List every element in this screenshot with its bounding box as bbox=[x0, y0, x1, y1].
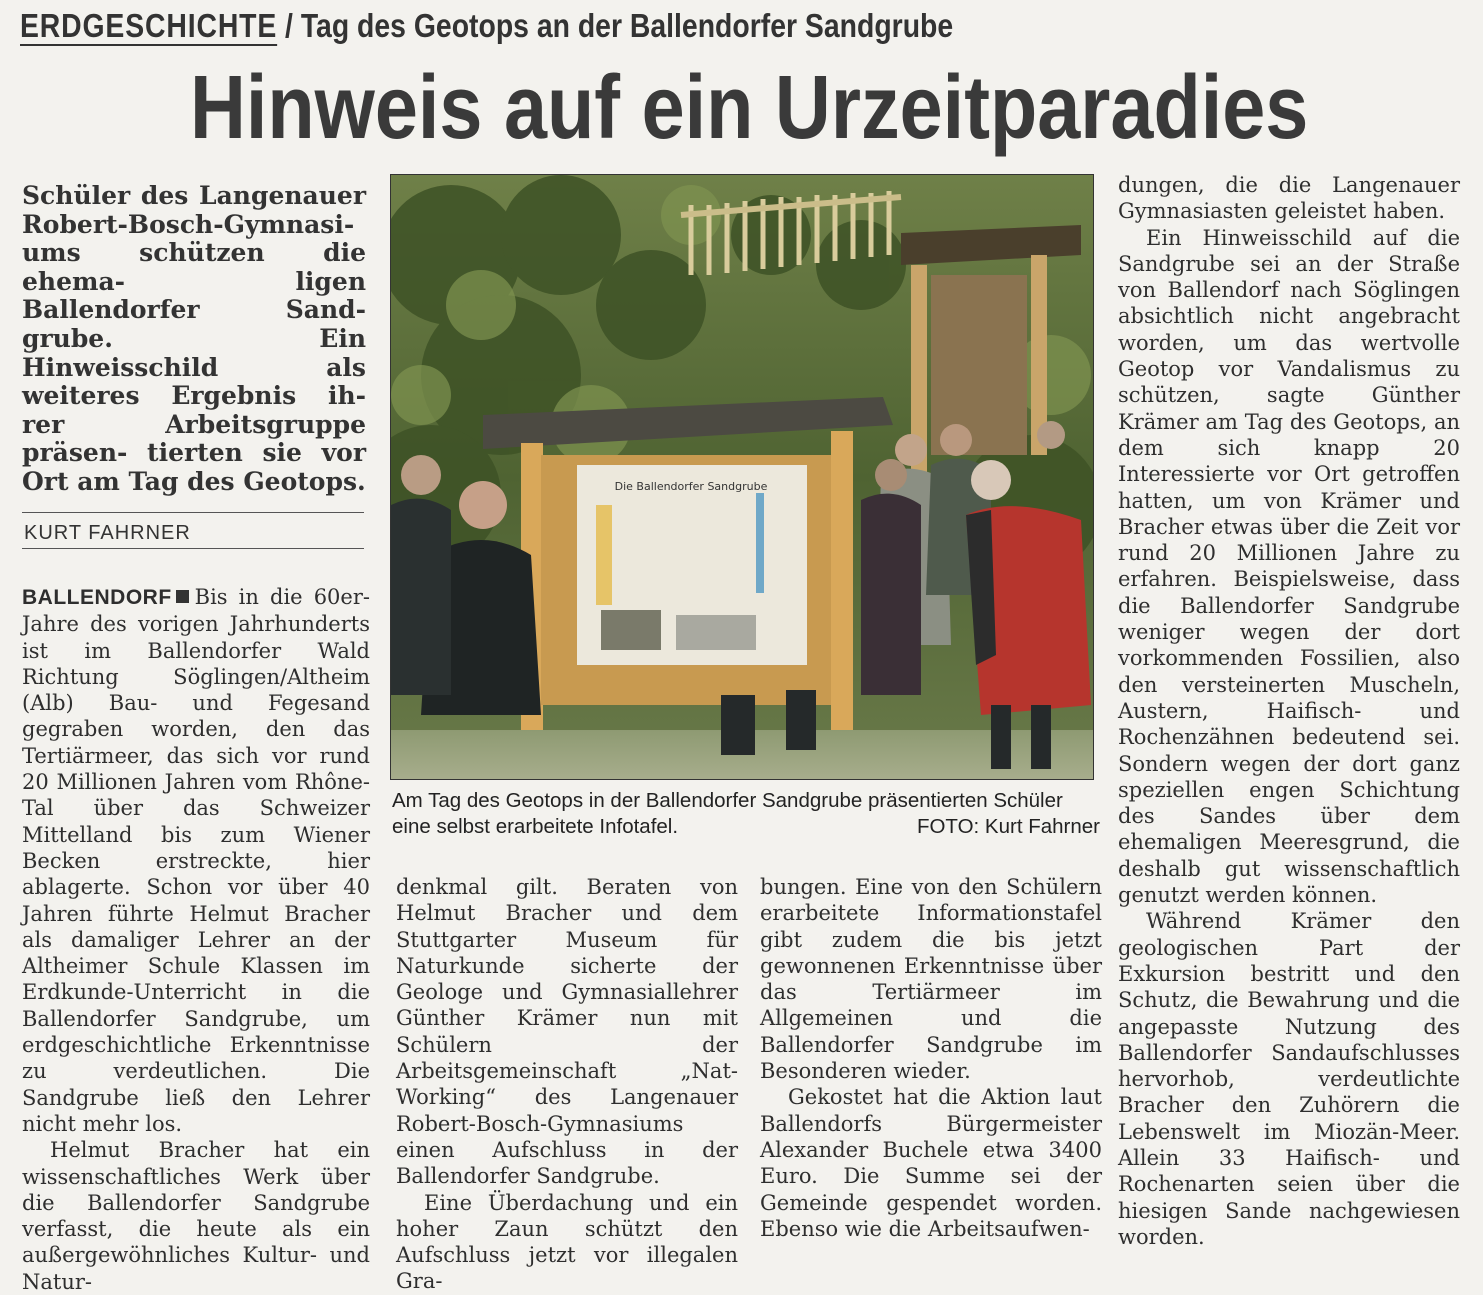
kicker-text: / Tag des Geotops an der Ballendorfer Sandgrube bbox=[285, 7, 954, 44]
column-4 bbox=[1118, 172, 1460, 1250]
author-rule-bottom bbox=[22, 548, 364, 549]
caption-text: Am Tag des Geotops in der Ballendorfer Sandgrube präsentierten Schüler eine selbst erarbeitete Infotafel. bbox=[392, 789, 1063, 838]
col1-paragraph-2: Helmut Bracher hat ein wissenschaftliches Werk über die Ballendorfer Sandgrube verfasst, die heute als ein außergewöhnliches Kultur- und Natur- bbox=[22, 1138, 370, 1294]
lead-paragraph: Schüler des Langenauer Robert-Bosch-Gymnasi- ums schützen die ehema- ligen Ballendorfer Sand- grube. Ein Hinweisschild als weiteres Ergebnis ih- rer Arbeitsgruppe präsen- tierten sie vor Ort am Tag des Geotops. bbox=[22, 181, 366, 496]
bullet-square-icon bbox=[176, 590, 189, 603]
author-rule-top bbox=[22, 512, 364, 513]
sign-title: Die Ballendorfer Sandgrube bbox=[614, 480, 768, 493]
col4-paragraph-1: dungen, die die Langenauer Gymnasiasten geleistet haben. bbox=[1118, 173, 1460, 224]
photo-credit: FOTO: Kurt Fahrner bbox=[916, 815, 1100, 838]
col1-paragraph-1: Bis in die 60er-Jahre des vorigen Jahrhunderts ist im Ballendorfer Wald Richtung Söglingen/Altheim (Alb) Bau- und Fegesand gegraben worden, den das Tertiärmeer, das sich vor rund 20 Millionen Jahren vom Rhône-Tal über das Schweizer Mittelland bis zum Wiener Becken erstreckte, hier ablagerte. Schon vor über 40 Jahren führte Helmut Bracher als damaliger Lehrer an der Altheimer Schule Klassen im Erdkunde-Unterricht in die Ballendorfer Sandgrube, um erdgeschichtliche Erkenntnisse zu verdeutlichen. Die Sandgrube ließ den Lehrer nicht mehr los. bbox=[22, 585, 370, 1136]
photo-caption bbox=[392, 788, 1100, 840]
rubric-label: ERDGESCHICHTE bbox=[20, 7, 278, 44]
kicker-line bbox=[20, 6, 1000, 46]
headline: Hinweis auf ein Urzeitparadies bbox=[190, 58, 1309, 158]
col3-paragraph-1: bungen. Eine von den Schülern erarbeitete Informationstafel gibt zudem die bis jetzt gewonnenen Erkenntnisse über das Tertiärmeer im Allgemeinen und die Ballendorfer Sandgrube im Besonderen wieder. bbox=[760, 875, 1102, 1084]
column-1 bbox=[22, 584, 370, 1295]
col2-paragraph-2: Eine Überdachung und ein hoher Zaun schützt den Aufschluss jetzt vor illegalen Gra- bbox=[396, 1190, 738, 1294]
dateline: BALLENDORF bbox=[22, 586, 172, 609]
article-photo bbox=[390, 174, 1094, 780]
col2-paragraph-1: denkmal gilt. Beraten von Helmut Bracher und dem Stuttgarter Museum für Naturkunde sicherte der Geologe und Gymnasiallehrer Günther Krämer nun mit Schülern der Arbeitsgemeinschaft „Nat-Working“ des Langenauer Robert-Bosch-Gymnasiums einen Aufschluss in der Ballendorfer Sandgrube. bbox=[396, 875, 738, 1189]
author-byline: KURT FAHRNER bbox=[24, 522, 191, 544]
column-2 bbox=[396, 874, 738, 1295]
col4-paragraph-3: Während Krämer den geologischen Part der Exkursion bestritt und den Schutz, die Bewahrung und die angepasste Nutzung des Ballendorfer Sandaufschlusses hervorhob, verdeutlichte Bracher den Zuhörern die Lebenswelt im Miozän-Meer. Allein 33 Haifisch- und Rochenarten seien über die hiesigen Sande nachgewiesen worden. bbox=[1118, 909, 1460, 1249]
photo-illustration bbox=[391, 175, 1093, 779]
col4-paragraph-2: Ein Hinweisschild auf die Sandgrube sei an der Straße von Ballendorf nach Söglingen absichtlich nicht angebracht worden, um das wertvolle Geotop vor Vandalismus zu schützen, sagte Günther Krämer am Tag des Geotops, an dem sich knapp 20 Interessierte vor Ort getroffen hatten, um von Krämer und Bracher etwas über die Zeit vor rund 20 Millionen Jahre zu erfahren. Beispielsweise, dass die Ballendorfer Sandgrube weniger wegen der dort vorkommenden Fossilien, also den versteinerten Muscheln, Austern, Haifisch- und Rochenzähnen bedeutend sei. Sondern wegen der dort ganz speziellen engen Schichtung des Sandes über dem ehemaligen Meeresgrund, die deshalb gut wissenschaftlich genutzt werden können. bbox=[1118, 225, 1460, 908]
col3-paragraph-2: Gekostet hat die Aktion laut Ballendorfs Bürgermeister Alexander Buchele etwa 3400 Euro. Die Summe sei der Gemeinde gespendet worden. Ebenso wie die Arbeitsaufwen- bbox=[760, 1085, 1102, 1241]
column-3 bbox=[760, 874, 1102, 1242]
